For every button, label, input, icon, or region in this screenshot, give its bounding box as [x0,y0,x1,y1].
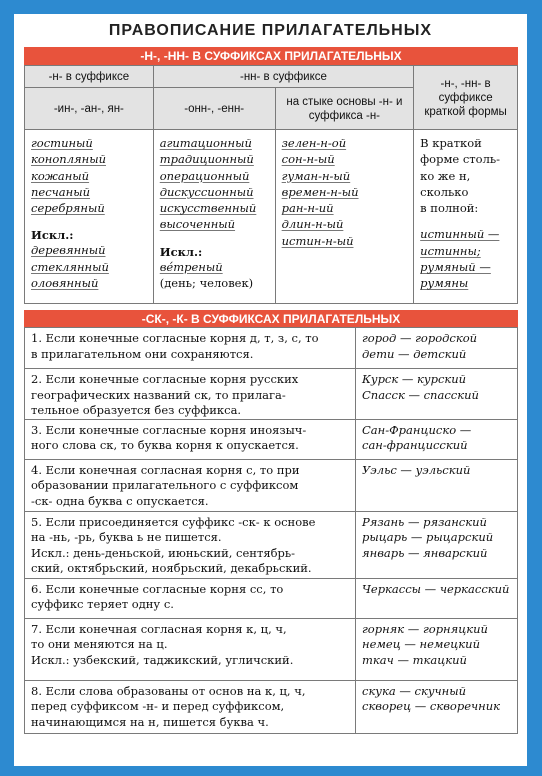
section2-banner: -СК-, -К- В СУФФИКСАХ ПРИЛАГАТЕЛЬНЫХ [24,310,518,328]
list-item: серебряный [31,201,105,216]
list-item: вéтреный [159,259,223,274]
example-line: Черкассы — черкасский [362,581,510,596]
word-list [282,135,410,249]
page-title: ПРАВОПИСАНИЕ ПРИЛАГАТЕЛЬНЫХ [108,22,433,39]
rule-line: в прилагательном они сохраняются. [31,346,254,361]
example-line: скука — скучный [362,683,466,698]
list-item: зелен-н-ой [281,136,347,150]
list-item: операционный [159,168,250,183]
rule-text [25,459,356,511]
example-line: Курск — курский [362,372,467,386]
sk-k-table [24,327,518,734]
rule-line: тельное образуется без суффикса. [31,403,242,417]
list-item: конопляный [31,152,106,167]
list-item: румяны [420,276,469,291]
rule-row [25,618,518,680]
list-item: гуман-н-ый [281,168,351,183]
rule-line: то они меняются на ц. [31,637,168,651]
rule-examples [356,618,518,680]
list-item: песчаный [31,184,91,199]
rule-line: Искл.: узбекский, таджикский, угличский. [31,652,294,667]
exception-label: Искл.: [31,228,74,243]
rule-text [25,511,356,578]
word-list [160,135,271,233]
list-item: ко же н, [420,168,471,183]
rule-row [25,511,518,578]
list-item: традиционный [159,152,254,167]
list-item: кожаный [31,168,90,183]
rule-line: ного слова ск, то буква корня к опускается. [31,438,299,452]
example-line: Спасск — спасский [362,387,479,402]
rule-line: 3. Если конечные согласные корня иноязыч- [31,422,307,437]
exception-note: (день; человек) [159,276,254,291]
rule-line: 1. Если конечные согласные корня д, т, з, с, то [31,331,319,345]
rule-line: 5. Если присоединяется суффикс -ск- к основе [31,514,316,529]
rule-examples [356,419,518,459]
example-line: Сан-Франциско — [362,422,472,437]
list-item: высоченный [159,217,236,232]
example-line: сан-францисский [362,438,468,452]
rule-line: образовании прилагательного с суффиксом [31,478,299,492]
rule-line: Искл.: день-деньской, июньский, сентябрь- [31,545,296,560]
exception-list [160,259,271,275]
short-form-column [414,130,518,304]
rule-line: 8. Если слова образованы от основ на к, ц, ч, [31,683,306,698]
rule-line: суффикс теряет одну с. [31,597,174,611]
single-n-column [25,130,154,304]
rule-line: -ск- одна буква с опускается. [31,493,209,508]
rule-examples [356,578,518,618]
list-item: оловянный [31,276,99,291]
rule-examples [356,369,518,420]
rule-line: 2. Если конечные согласные корня русских [31,372,299,386]
subheader-in-an-yan: -ин-, -ан-, ян- [25,88,154,130]
example-line: Рязань — рязанский [362,514,487,529]
list-item: истинный — [420,227,500,242]
exception-label: Искл.: [159,244,203,259]
rule-row [25,419,518,459]
example-line: город — городской [362,331,478,345]
section1-banner: -Н-, -НН- В СУФФИКСАХ ПРИЛАГАТЕЛЬНЫХ [24,47,518,65]
list-item: истинны; [420,243,481,258]
list-item: гостиный [31,136,93,150]
list-item: в полной: [420,201,479,216]
list-item: длин-н-ый [281,217,344,232]
rule-text [25,680,356,733]
rule-line: начинающимся на н, пишется буква ч. [31,714,269,729]
list-item: форме столь- [420,152,501,167]
list-item: времен-н-ый [281,184,359,199]
rule-line: на -нь, -рь, буква ь не пишется. [31,530,222,544]
list-item: деревянный [31,243,106,258]
rule-row [25,459,518,511]
example-line: ткач — ткацкий [362,652,467,667]
list-item: сколько [420,184,469,199]
rule-text [25,328,356,369]
n-nn-table [24,65,518,304]
header-double-n: -нн- в суффиксе [153,66,413,88]
rule-line: 7. Если конечная согласная корня к, ц, ч, [31,621,287,636]
example-line: январь — январский [362,545,488,560]
short-form-examples [420,226,513,291]
rule-line: 4. Если конечная согласная корня с, то при [31,462,300,477]
rule-text [25,369,356,420]
example-line: немец — немецкий [362,637,480,651]
list-item: стеклянный [31,259,109,274]
rule-row [25,578,518,618]
example-line: рыцарь — рыцарский [362,530,494,544]
rule-row [25,369,518,420]
rule-line: 6. Если конечные согласные корня сс, то [31,581,284,596]
onn-enn-column [153,130,275,304]
rule-line: ский, октябрьский, ноябрьский, декабрьский. [31,561,312,575]
subheader-onn-enn: -онн-, -енн- [153,88,275,130]
exception-list [31,242,149,291]
rule-examples [356,459,518,511]
rule-text [25,419,356,459]
rule-line: перед суффиксом -н- и перед суффиксом, [31,699,285,713]
rule-examples [356,328,518,369]
rule-examples [356,511,518,578]
list-item: агитационный [159,136,252,150]
list-item: искусственный [159,201,257,216]
rule-line: географических названий ск, то прилага- [31,387,286,402]
junction-column [275,130,414,304]
rule-text [25,618,356,680]
header-single-n: -н- в суффиксе [25,66,154,88]
example-line: дети — детский [362,346,467,361]
poster-sheet [14,14,527,766]
list-item: В краткой [420,136,482,150]
example-line: Уэльс — уэльский [362,462,471,477]
list-item: сон-н-ый [281,152,335,167]
subheader-junction: на стыке основы -н- и суффикса -н- [275,88,414,130]
rule-row [25,680,518,733]
list-item: ран-н-ий [281,201,334,216]
rule-row [25,328,518,369]
header-short-form: -н-, -нн- в суффиксе краткой формы [414,66,518,130]
rule-examples [356,680,518,733]
rule-text [25,578,356,618]
list-item: истин-н-ый [281,233,354,248]
example-line: горняк — горняцкий [362,621,488,636]
example-line: скворец — скворечник [362,699,501,713]
word-list [31,135,149,216]
short-form-rule [420,135,513,216]
list-item: румяный — [420,260,491,275]
list-item: дискуссионный [159,184,254,199]
